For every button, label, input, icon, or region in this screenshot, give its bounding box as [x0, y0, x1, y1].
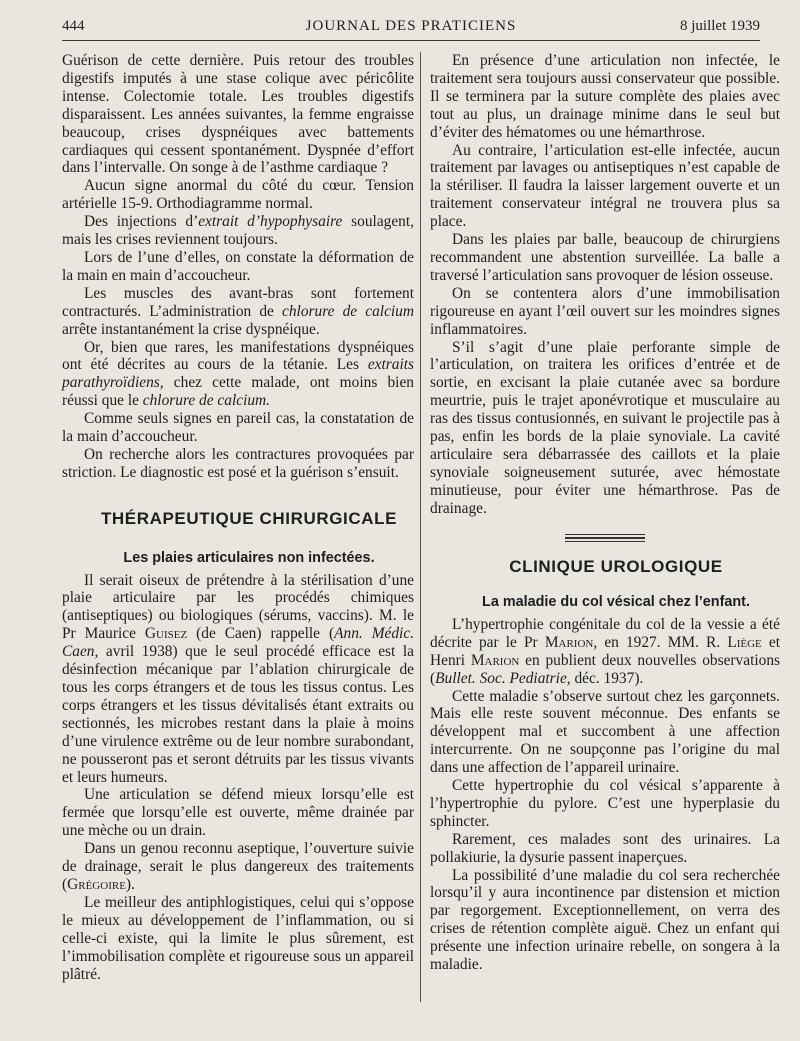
paragraph: Dans les plaies par balle, beaucoup de chirurgiens recommandent une abstention surveillée. La balle a traversé l’articulation sans provoquer de lésion osseuse.: [430, 231, 780, 284]
paragraph: Aucun signe anormal du côté du cœur. Tension artérielle 15-9. Orthodiagramme normal.: [62, 177, 414, 213]
column-rule: [420, 52, 421, 1002]
paragraph: Rarement, ces malades sont des urinaires. La pollakiurie, la dysurie passent inaperçues.: [430, 830, 780, 866]
paragraph: Le meilleur des antiphlogistiques, celui qui s’oppose le mieux au développement de l’inflammation, ou si celle-ci existe, qui la limite le plus sûrement, est l’immobilisation complète et rigoureuse sous un appareil plâtré.: [62, 893, 414, 983]
section-title-therapeutique: THÉRAPEUTIQUE CHIRURGICALE: [100, 508, 398, 528]
paragraph: S’il s’agit d’une plaie perforante simple de l’articulation, on traitera les orifices d’entrée et de sortie, en excisant la plaie cutanée avec sa bordure meurtrie, puis le trajet aponévrotique et musculaire au ras des tissus contusionnés, en suivant le projectile pas à pas, enfin les bords de la plaie synoviale. La cavité articulaire sera débarrassée des caillots et la plaie synoviale soigneusement suturée, avec hémostate minutieuse, pour éviter une hémarthrose. Pas de drainage.: [430, 338, 780, 517]
paragraph: Des injections d’extrait d’hypophysaire soulagent, mais les crises reviennent toujours.: [62, 213, 414, 249]
paragraph: La possibilité d’une maladie du col sera recherchée lorsqu’il y aura incontinence par distension et miction par regorgement. Exceptionnellement, on verra des crises de rétention complète aiguë. Chez un enfant qui présente une infection urinaire rebelle, on songera à la maladie.: [430, 866, 780, 974]
page-number: 444: [62, 18, 85, 34]
paragraph: Comme seuls signes en pareil cas, la constatation de la main d’accoucheur.: [62, 410, 414, 446]
paragraph: Cette maladie s’observe surtout chez les garçonnets. Mais elle reste souvent méconnue. Des enfants se développent mal et succombent à une affection intercurrente. On ne soupçonne pas l’origine du mal dans une affection de l’appareil urinaire.: [430, 687, 780, 777]
paragraph: Cette hypertrophie du col vésical s’apparente à l’hypertrophie du pylore. C’est une hyperplasie du sphincter.: [430, 777, 780, 830]
issue-date: 8 juillet 1939: [680, 18, 760, 34]
article-title-col-vesical: La maladie du col vésical chez l’enfant.: [482, 593, 750, 610]
journal-title: JOURNAL DES PRATICIENS: [305, 18, 517, 34]
paragraph: Au contraire, l’articulation est-elle infectée, aucun traitement par lavages ou antiseptiques n’est capable de la stériliser. Il faudra la laisser largement ouverte et un traitement conservateur intégral ne trouvera plus sa place.: [430, 141, 780, 231]
paragraph: Lors de l’une d’elles, on constate la déformation de la main en main d’accoucheur.: [62, 248, 414, 284]
paragraph: Il serait oiseux de prétendre à la stérilisation d’une plaie articulaire par les procédés chimiques (antiseptiques) ou biologiques (sérums, vaccins). M. le Pr Maurice Guisez (de Caen) rappelle (Ann. Médic. Caen, avril 1938) que le seul procédé efficace est la désinfection mécanique par l’ablation chirurgicale de tous les corps étrangers et de tous les tissus contus. Les corps étrangers et les tissus dévitalisés étant extraits ou sectionnés, les microbes restant dans la plaie à moins d’une virulence extrême ou de leur nombre surabondant, ne pousseront pas et seront détruits par les tissus vivants et leurs humeurs.: [62, 571, 415, 786]
paragraph: En présence d’une articulation non infectée, le traitement sera toujours aussi conservateur que possible. Il se terminera par la suture complète des plaies avec tout au plus, un drainage minime dans le seul but d’éviter des hématomes ou une hémarthrose.: [430, 52, 780, 141]
paragraph: Les muscles des avant-bras sont fortement contracturés. L’administration de chlorure de calcium arrête instantanément la crise dyspnéique.: [62, 284, 414, 338]
left-column: [62, 52, 414, 1001]
right-column: [430, 52, 780, 1001]
section-title-urologique: CLINIQUE UROLOGIQUE: [509, 557, 723, 577]
section-ornament-rule: [565, 534, 645, 543]
article-title-plaies: Les plaies articulaires non infectées.: [123, 549, 375, 566]
running-header: [62, 14, 760, 41]
paragraph: Une articulation se défend mieux lorsqu’elle est fermée que lorsqu’elle est ouverte, même drainée par une mèche ou un drain.: [62, 786, 414, 840]
paragraph: On se contentera alors d’une immobilisation rigoureuse en ayant l’œil ouvert sur les moindres signes inflammatoires.: [430, 284, 780, 338]
paragraph: L’hypertrophie congénitale du col de la vessie a été décrite par le Pr Marion, en 1927. MM. R. Liège et Henri Marion en publient deux nouvelles observations (Bullet. Soc. Pediatrie, déc. 1937).: [430, 615, 781, 687]
paragraph: Or, bien que rares, les manifestations dyspnéiques ont été décrites au cours de la tétanie. Les extraits parathyroïdiens, chez cette malade, ont moins bien réussi que le chlorure de calcium.: [62, 338, 414, 410]
paragraph: On recherche alors les contractures provoquées par striction. Le diagnostic est posé et la guérison s’ensuit.: [62, 445, 414, 481]
paragraph: Guérison de cette dernière. Puis retour des troubles digestifs imputés à une stase colique avec péricôlite intense. Colectomie totale. Les troubles digestifs disparaissent. Les années suivantes, la femme engraisse beaucoup, crises dyspnéiques avec battements cardiaques qui cessent spontanément. Dyspnée d’effort dans l’intervalle. On songe à de l’asthme cardiaque ?: [62, 52, 414, 177]
paragraph: Dans un genou reconnu aseptique, l’ouverture suivie de drainage, serait le plus dangereux des traitements (Grégoire).: [62, 840, 414, 893]
